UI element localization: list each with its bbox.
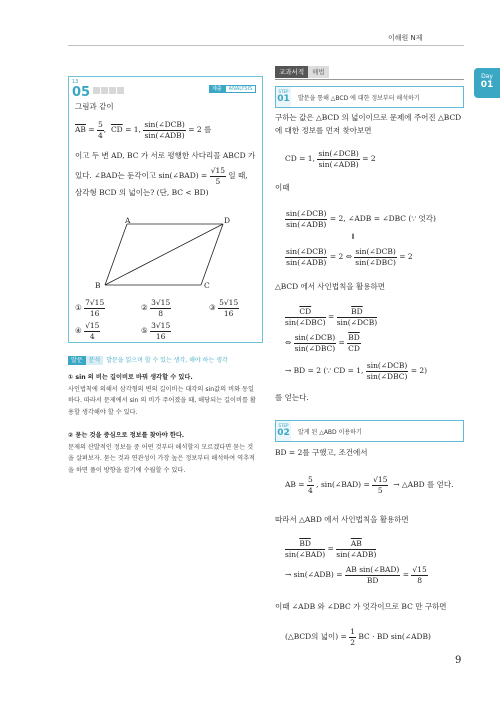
- problem-line3: 있다. ∠BAD는 둔각이고 sin(∠BAD) = $\frac{√15}{5}$ 일 때,: [75, 166, 248, 186]
- choice-4[interactable]: ④ $\frac{√15}{4}$: [75, 321, 100, 341]
- s1-eq2: $\frac{\text{sin(∠DCB)}}{\text{sin(∠ADB)}}$ = 2 ⇔ $\frac{\text{sin(∠DCB)}}{\text{sin(∠DBC)}}$ = 2: [286, 247, 413, 267]
- header-title: 이해원 N제: [388, 34, 423, 42]
- s1-line1: 구하는 값은 △BCD 의 넓이이므로 문제에 주어진 △BCD: [275, 113, 462, 122]
- step-1-box: [275, 86, 464, 108]
- s2-given: AB = $\frac{5}{4}$ , sin(∠BAD) = $\frac{√15}{5}$ → △ABD 를 얻다.: [285, 475, 454, 495]
- solution-tabs: [275, 67, 329, 78]
- problem-line4: 삼각형 BCD 의 넓이는? (단, BC < BD): [75, 188, 209, 197]
- hint-p1c: 용할 생각해야 할 수 있다.: [68, 408, 138, 416]
- day-tab: [474, 68, 500, 98]
- day-tab-number: 01: [480, 80, 494, 90]
- problem-intro: 그림과 같이: [75, 102, 114, 111]
- difficulty-box-3: [109, 87, 116, 94]
- problem-tag: 13: [72, 79, 79, 85]
- s1-result: → BD = 2 (∵ CD = 1, $\frac{\text{sin(∠DCB)}}{\text{sin(∠DBC)}}$ = 2): [285, 361, 428, 381]
- solution-tab-2: 해법: [308, 66, 329, 78]
- s2-line3: 이때 ∠ADB 와 ∠DBC 가 엇각이므로 BC 만 구하면: [275, 602, 447, 611]
- difficulty-box-2: [101, 87, 108, 94]
- vertex-b: B: [95, 281, 101, 290]
- s2-area: (△BCD의 넓이) = $\frac{1}{2}$ BC · BD sin(∠ADB): [285, 627, 431, 647]
- day-tab-label: Day: [481, 73, 493, 80]
- solution-tab-1: 교과서적: [275, 66, 308, 78]
- vertex-c: C: [204, 281, 210, 290]
- s2-law: 따라서 △ABD 에서 사인법칙을 활용하면: [275, 515, 409, 524]
- hint-heading-2: ② 묻는 것을 중심으로 정보를 찾아야 한다.: [68, 432, 185, 439]
- cond-eq: = 2 를: [188, 125, 212, 134]
- vertex-d: D: [224, 216, 231, 225]
- hint-tag-desc: 발문을 읽으며 할 수 있는 생각, 해야 하는 생각: [106, 357, 228, 364]
- step-2-box: [275, 420, 464, 442]
- problem-line2: 이고 두 변 AD, BC 가 서로 평행한 사다리꼴 ABCD 가: [75, 151, 256, 160]
- s2-line1: BD = 2를 구했고, 조건에서: [275, 448, 368, 457]
- choice-2[interactable]: ② $\frac{3√15}{8}$: [141, 298, 171, 318]
- choice-1[interactable]: ① $\frac{7√15}{16}$: [75, 298, 105, 318]
- choice-5[interactable]: ⑤ $\frac{3√15}{16}$: [141, 321, 171, 341]
- cond-cd: 1,: [133, 125, 141, 134]
- trapezoid-figure: [99, 217, 239, 297]
- hint-block-1: [68, 372, 266, 418]
- s1-get: 를 얻는다.: [275, 393, 309, 402]
- s1-given: CD = 1, $\frac{\text{sin(∠DCB)}}{\text{sin(∠ADB)}}$ = 2: [285, 149, 376, 169]
- s1-eq1: $\frac{\text{sin(∠DCB)}}{\text{sin(∠ADB)}}$ = 2, ∠ADB = ∠DBC (∵ 엇각): [286, 209, 436, 229]
- difficulty-box-1: [93, 87, 100, 94]
- s1-law-eq2: ⇔ $\frac{\text{sin(∠DCB)}}{\text{sin(∠DBC)}}$ = $\frac{\overline{BD}}{CD}$: [285, 333, 360, 353]
- cond-sin-frac: $\frac{\text{sin(∠DCB)}}{\text{sin(∠ADB)}}$: [144, 120, 185, 140]
- difficulty-box-4: [117, 87, 124, 94]
- s1-law-eq1: $\frac{\overline{CD}}{\text{sin(∠DBC)}}$ = $\frac{\overline{BD}}{\text{sin(∠DCB)}}$: [285, 307, 378, 327]
- problem-number: 05: [72, 85, 91, 100]
- hint-p2a: 문제의 산발적인 정보들 중 어떤 것부터 해석할지 모르겠다면 묻는 것: [68, 443, 254, 451]
- hint-heading-1: ① sin 의 비는 길이비로 바꿔 생각할 수 있다.: [68, 374, 193, 381]
- step-2-title: 알게 된 △ABD 이용하기: [298, 429, 362, 436]
- analysis-tag-b: ANALYSIS: [225, 85, 257, 93]
- hint-tag-1: 발문: [68, 356, 86, 365]
- step-2-label: STEP 02: [276, 421, 291, 441]
- step-1-title: 발문을 통해 △BCD 에 대한 정보부터 해석하기: [298, 95, 420, 102]
- header-rule: [68, 45, 464, 46]
- s2-law-eq1: $\frac{\overline{BD}}{\text{sin(∠BAD)}}$ = $\frac{\overline{AB}}{\text{sin(∠ADB)}}$: [285, 539, 377, 559]
- s1-law: △BCD 에서 사인법칙을 활용하면: [275, 282, 386, 291]
- vertex-a: A: [125, 216, 131, 225]
- problem-conditions: $\overline{AB}$ = $\frac{5}{4}$ , $\overline{CD} = 1$, $\frac{\text{sin(∠DCB)}}{\text{sin(∠ADB)}}$ = 2 를: [75, 120, 212, 140]
- sin-bad-frac: $\frac{√15}{5}$: [210, 166, 226, 186]
- problem-box: [68, 76, 263, 343]
- hint-p1b: 하다. 따라서 문제에서 sin 의 비가 주어졌을 때, 해당되는 길이비를 활: [68, 397, 256, 404]
- cond-ab-frac: $\frac{5}{4}$: [98, 120, 103, 140]
- s1-line2: 에 대한 정보를 먼저 찾아보면: [275, 126, 372, 135]
- analysis-tag: [209, 85, 256, 94]
- s2-law-eq2: → sin(∠ADB) = $\frac{\text{AB sin(∠BAD)}}{BD}$ = $\frac{√15}{8}$: [285, 565, 427, 585]
- s1-down-arrow: ⇓: [350, 232, 357, 241]
- hint-tag-2: 분석: [86, 356, 104, 365]
- hint-p2c: 을 하면 풀이 방향을 잡기에 수월할 수 있다.: [68, 466, 186, 474]
- choice-3[interactable]: ③ $\frac{5√15}{16}$: [209, 298, 239, 318]
- hint-header: [68, 355, 228, 364]
- page-number: 9: [455, 655, 462, 666]
- hint-block-2: [68, 430, 266, 476]
- hint-p1a: 사인법칙에 의해서 삼각형의 변의 길이비는 대각의 sin값의 비와 동일: [68, 385, 254, 393]
- hint-p2b: 을 살펴보자. 묻는 것과 연관성이 가장 높은 정보부터 해석하여 역추적: [68, 455, 256, 462]
- step-1-label: STEP 01: [276, 87, 291, 107]
- analysis-tag-a: 제출: [209, 85, 225, 93]
- solution-rule: [275, 79, 464, 80]
- s1-then: 이때: [275, 183, 290, 192]
